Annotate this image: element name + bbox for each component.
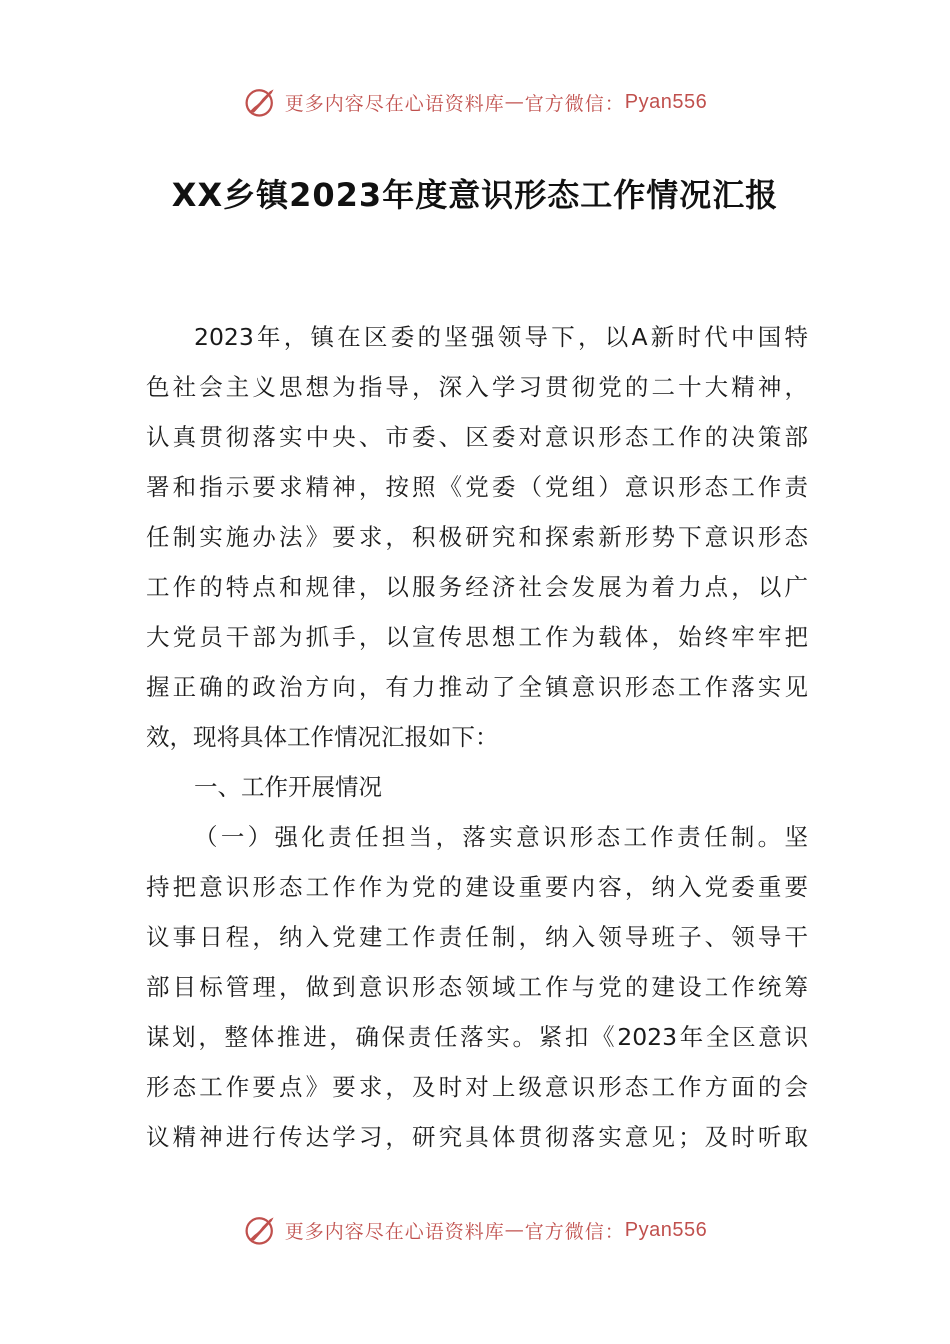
banner-wechat-handle: Pyan556 xyxy=(624,1218,708,1241)
banner-contact-label: 官方微信： xyxy=(524,92,625,115)
banner-wechat-handle: Pyan556 xyxy=(624,90,708,113)
paragraph-line: 署和指示要求精神，按照《党委（党组）意识形态工作责 xyxy=(146,473,808,501)
paragraph-line: 工作的特点和规律，以服务经济社会发展为着力点，以广 xyxy=(146,573,808,601)
banner-brand-text: 更多内容尽在心语资料库 xyxy=(284,1220,505,1243)
quill-logo-icon xyxy=(243,1212,279,1248)
banner-contact-label: 官方微信： xyxy=(524,1220,625,1243)
document-body xyxy=(146,312,808,1162)
paragraph-line: 任制实施办法》要求，积极研究和探索新形势下意识形态 xyxy=(146,523,808,551)
header-banner xyxy=(0,82,950,122)
banner-dash: — xyxy=(504,1219,525,1241)
paragraph-line: （一）强化责任担当，落实意识形态工作责任制。坚 xyxy=(194,823,808,851)
banner-dash: — xyxy=(504,91,525,113)
paragraph-line: 形态工作要点》要求，及时对上级意识形态工作方面的会 xyxy=(146,1073,808,1101)
paragraph-line: 部目标管理，做到意识形态领域工作与党的建设工作统筹 xyxy=(146,973,808,1001)
paragraph-line: 议精神进行传达学习，研究具体贯彻落实意见；及时听取 xyxy=(146,1123,808,1151)
paragraph-line: 握正确的政治方向，有力推动了全镇意识形态工作落实见 xyxy=(146,673,808,701)
quill-logo-icon xyxy=(243,84,279,120)
document-title: XX乡镇2023年度意识形态工作情况汇报 xyxy=(171,176,779,214)
paragraph-line: 议事日程，纳入党建工作责任制，纳入领导班子、领导干 xyxy=(146,923,808,951)
paragraph-line: 持把意识形态工作作为党的建设重要内容，纳入党委重要 xyxy=(146,873,808,901)
banner-brand-text: 更多内容尽在心语资料库 xyxy=(284,92,505,115)
section-heading: 一、工作开展情况 xyxy=(194,773,382,801)
paragraph-line: 谋划，整体推进，确保责任落实。紧扣《2023年全区意识 xyxy=(146,1023,808,1051)
paragraph-line: 效，现将具体工作情况汇报如下： xyxy=(146,723,499,751)
footer-banner xyxy=(0,1210,950,1250)
paragraph-line: 2023年，镇在区委的坚强领导下，以A新时代中国特 xyxy=(194,323,808,351)
paragraph-line: 认真贯彻落实中央、市委、区委对意识形态工作的决策部 xyxy=(146,423,808,451)
paragraph-line: 大党员干部为抓手，以宣传思想工作为载体，始终牢牢把 xyxy=(146,623,808,651)
paragraph-line: 色社会主义思想为指导，深入学习贯彻党的二十大精神， xyxy=(146,373,808,401)
